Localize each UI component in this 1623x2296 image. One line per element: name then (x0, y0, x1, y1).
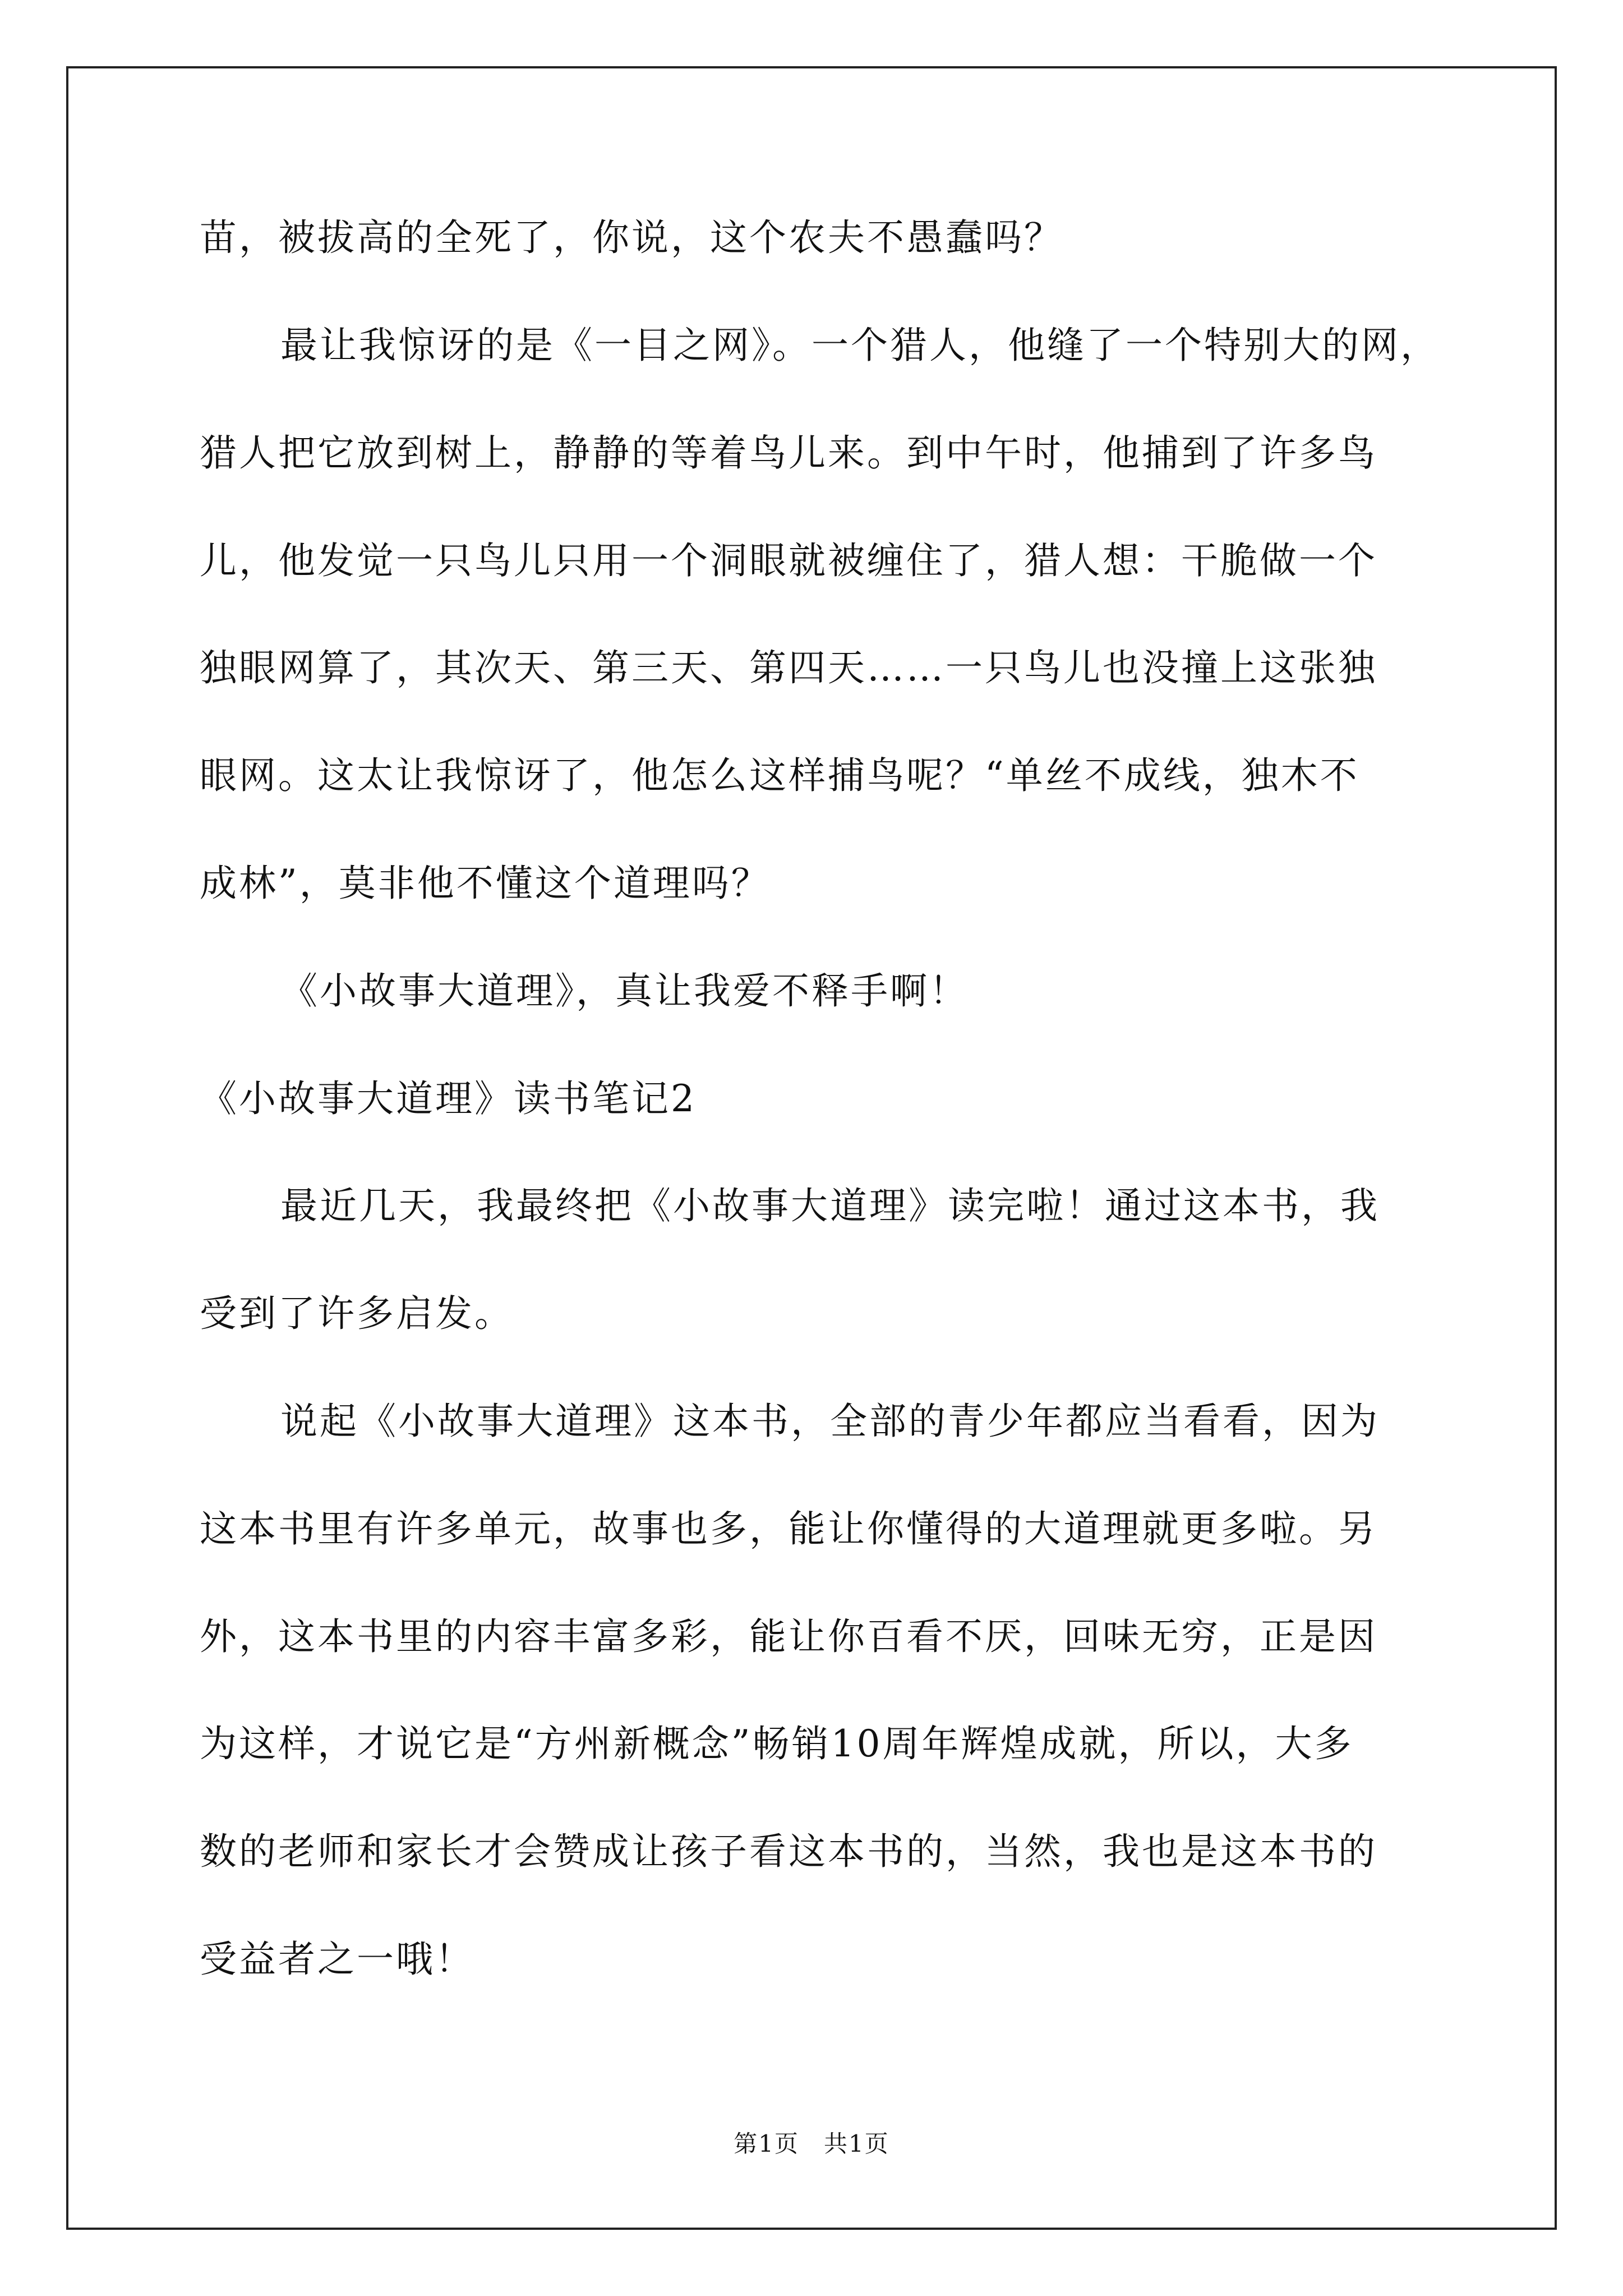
text-line-8: 《小故事大道理》，真让我爱不释手啊！ (280, 969, 969, 1013)
text-line-13: 这本书里有许多单元，故事也多，能让你懂得的大道理就更多啦。另 (200, 1507, 1377, 1550)
text-line-11: 受到了许多启发。 (200, 1292, 514, 1335)
text-line-10: 最近几天，我最终把《小故事大道理》读完啦！通过这本书，我 (280, 1184, 1380, 1227)
text-line-2: 最让我惊讶的是《一目之网》。一个猎人，他缝了一个特别大的网， (280, 324, 1440, 367)
text-line-6: 眼网。这太让我惊讶了，他怎么这样捕鸟呢？“单丝不成线，独木不 (200, 754, 1359, 797)
text-line-3: 猎人把它放到树上，静静的等着鸟儿来。到中午时，他捕到了许多鸟 (200, 431, 1377, 475)
text-line-16: 数的老师和家长才会赞成让孩子看这本书的，当然，我也是这本书的 (200, 1830, 1377, 1873)
page-border (66, 66, 1557, 2230)
page-footer: 第1页 共1页 (734, 2130, 889, 2157)
text-line-4: 儿，他发觉一只鸟儿只用一个洞眼就被缠住了，猎人想：干脆做一个 (200, 539, 1377, 582)
text-line-12: 说起《小故事大道理》这本书，全部的青少年都应当看看，因为 (280, 1400, 1380, 1443)
text-line-5: 独眼网算了，其次天、第三天、第四天……一只鸟儿也没撞上这张独 (200, 646, 1377, 689)
section-heading: 《小故事大道理》读书笔记2 (200, 1077, 697, 1120)
text-line-15: 为这样，才说它是“方州新概念”畅销10周年辉煌成就，所以，大多 (200, 1722, 1354, 1765)
text-line-14: 外，这本书里的内容丰富多彩，能让你百看不厌，回味无穷，正是因 (200, 1615, 1377, 1658)
text-line-7: 成林”，莫非他不懂这个道理吗？ (200, 862, 771, 905)
text-line-1: 苗，被拔高的全死了，你说，这个农夫不愚蠢吗？ (200, 216, 1063, 259)
text-line-17: 受益者之一哦！ (200, 1938, 474, 1981)
